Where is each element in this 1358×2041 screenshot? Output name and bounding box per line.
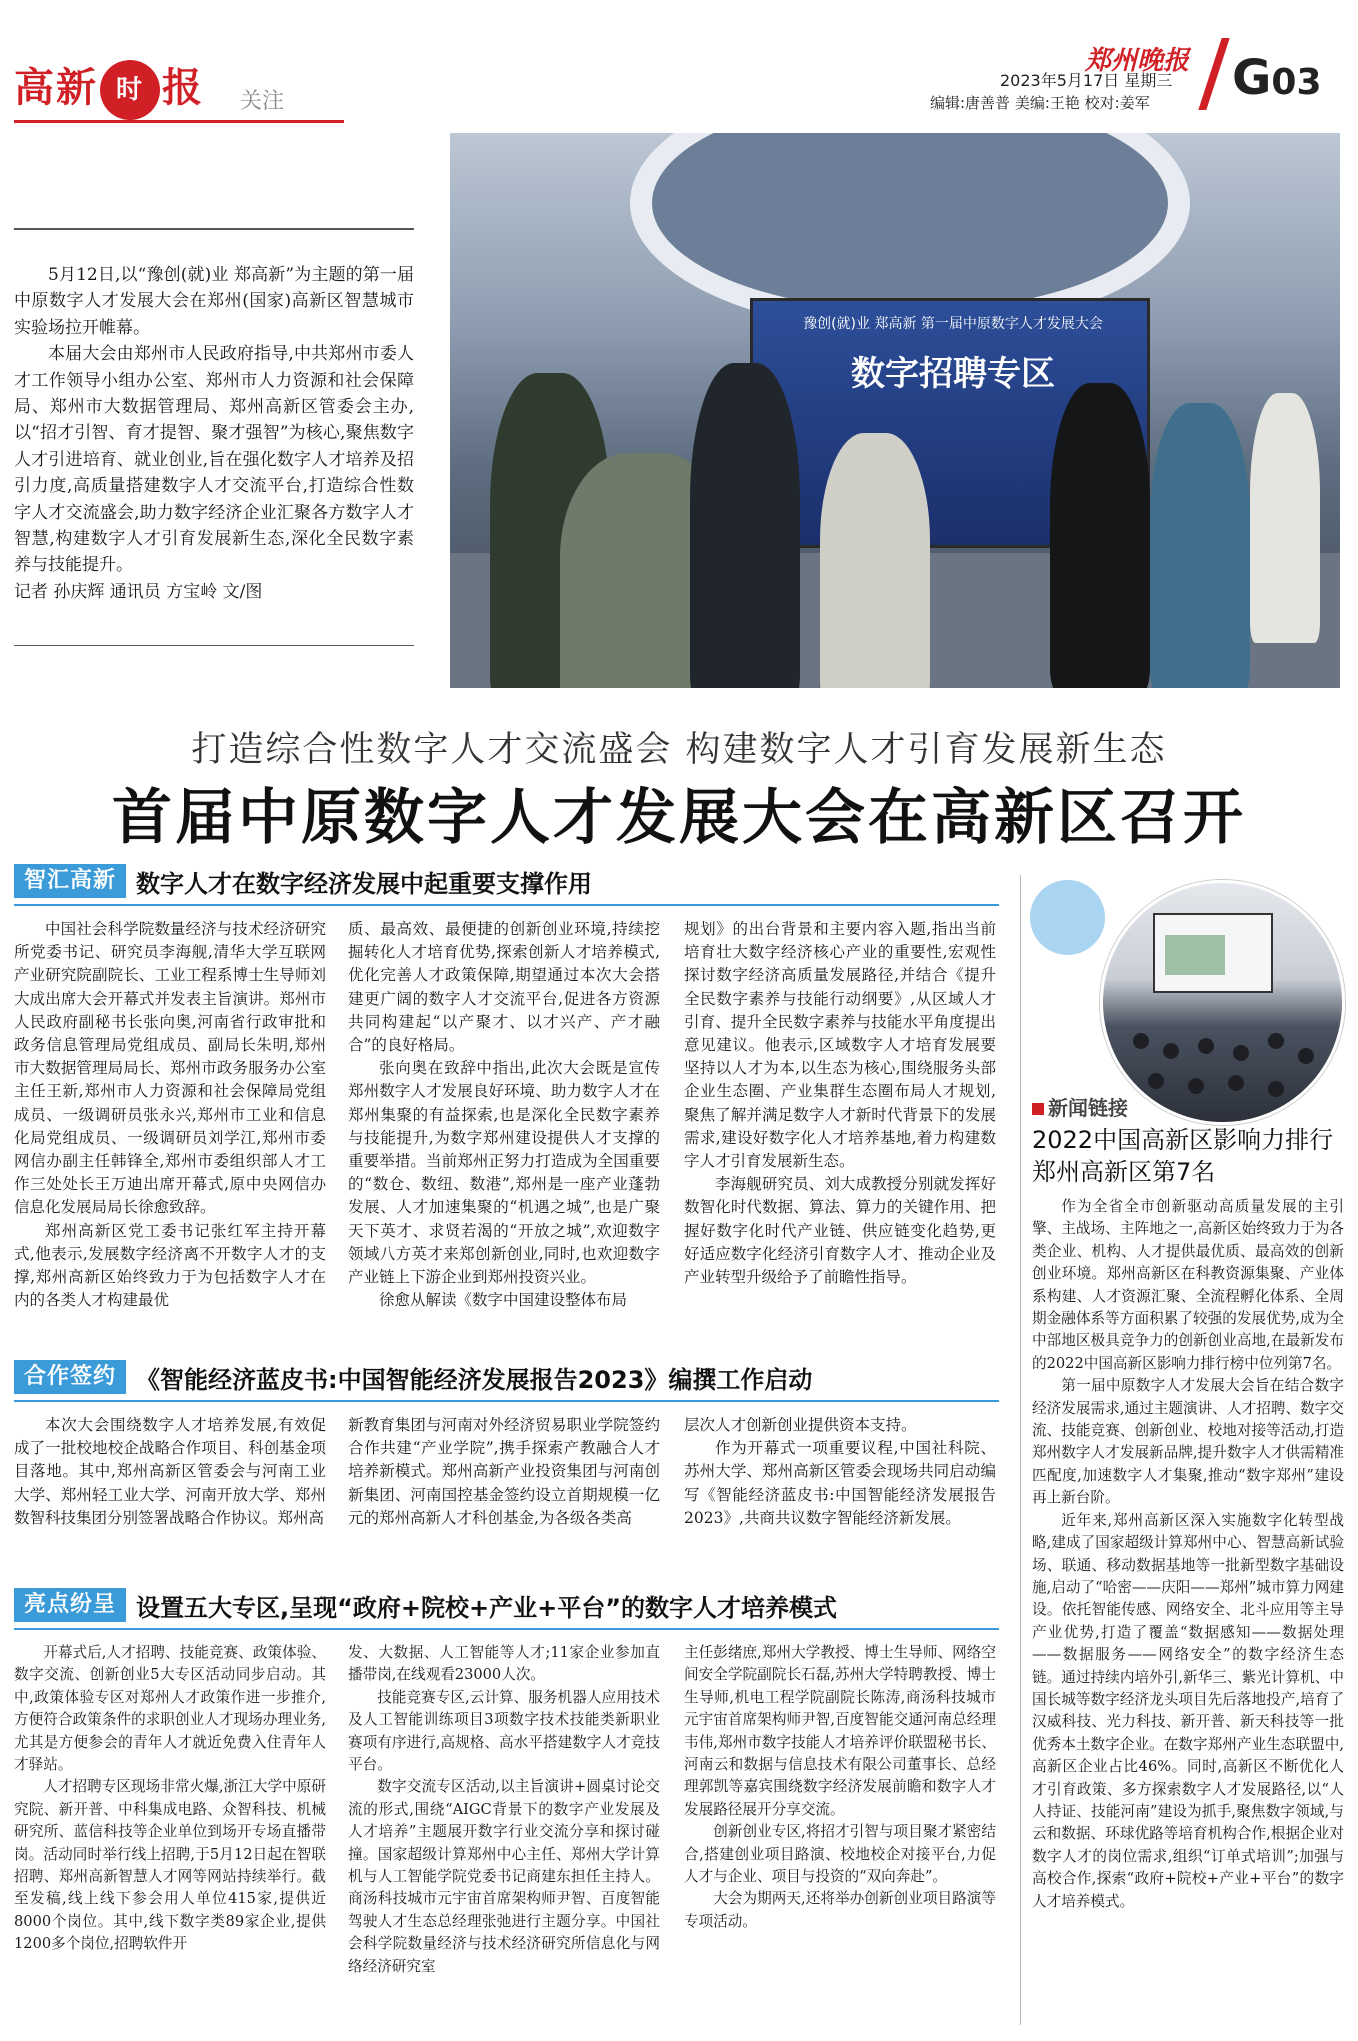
page-number: G03 [1232, 50, 1322, 106]
section-rule [14, 904, 999, 906]
paragraph: 人才招聘专区现场非常火爆,浙江大学中原研究院、新开普、中科集成电路、众智科技、机械研究所、蓝信科技等企业单位到场开专场直播带岗。活动同时举行线上招聘,于5月12日起在智联招聘、郑州高新智慧人才网等网站持续举行。截至发稿,线上线下参会用人单位415家,提供近8000个岗位。其中,线下数字类89家企业,提供1200多个岗位,招聘软件开 [14, 1778, 326, 1953]
photo-screen-title: 数字招聘专区 [851, 354, 1055, 394]
sidebar-photo-audience [1163, 1043, 1179, 1059]
byline: 记者 孙庆辉 通讯员 方宝岭 文/图 [14, 581, 263, 602]
sidebar-photo-audience [1148, 1073, 1164, 1089]
paragraph: 层次人才创新创业提供资本支持。 [684, 1416, 917, 1434]
paragraph: 规划》的出台背景和主要内容入题,指出当前培育壮大数字经济核心产业的重要性,宏观性探讨数字经济高质量发展路径,并结合《提升全民数字素养与技能行动纲要》,从区域人才引育、提升全民数字素养与技能水平角度提出意见建议。他表示,区域数字人才培育发展要坚持以人才为本,以生态为核心,围绕服务头部企业生态圈、产业集群生态圈布局人才规划,聚焦了解并满足数字人才新时代背景下的发展需求,建设好数字化人才培养基地,着力构建数字人才引育发展新生态。 [684, 920, 996, 1171]
paragraph: 李海舰研究员、刘大成教授分别就发挥好数智化时代数据、算法、算力的关键作用、把握好数字化时代产业链、供应链变化趋势,更好适应数字化经济引育数字人才、推动企业及产业转型升级给予了前瞻性指导。 [684, 1175, 996, 1287]
intro-text [14, 262, 414, 605]
red-square-icon [1032, 1103, 1044, 1115]
section-tag: 智汇高新 [14, 864, 126, 898]
paragraph: 徐愈从解读《数字中国建设整体布局 [379, 1291, 628, 1310]
paragraph: 开幕式后,人才招聘、技能竞赛、政策体验、数字交流、创新创业5大专区活动同步启动。其中,政策体验专区对郑州人才政策作进一步推介,方便符合政策条件的求职创业人才现场办理业务,尤其是方便参会的青年人才就近免费入住青年人才驿站。 [14, 1644, 326, 1774]
paragraph: 新教育集团与河南对外经济贸易职业学院签约合作共建“产业学院”,携手探索产教融合人才培养新模式。郑州高新产业投资集团与河南创新集团、河南国控基金签约设立首期规模一亿元的郑州高新人才科创基金,为各级各类高 [348, 1416, 660, 1527]
sidebar-column [1032, 1196, 1344, 1913]
article-column [348, 918, 660, 1312]
section-subtitle: 关注 [240, 89, 285, 114]
article-column [684, 1642, 996, 1933]
paragraph: 近年来,郑州高新区深入实施数字化转型战略,建成了国家超级计算郑州中心、智慧高新试验场、联通、移动数据基地等一批新型数字基础设施,启动了“哈密——庆阳——郑州”城市算力网建设。依托智能传感、网络安全、北斗应用等主导产业优势,打造了覆盖“数据感知——数据处理——数据服务——网络安全”的数字经济生态链。通过持续内培外引,新华三、紫光计算机、中国长城等数字经济龙头项目先后落地投产,培育了汉威科技、光力科技、新开普、新天科技等一批优秀本土数字企业。在数字郑州产业生态联盟中,高新区企业占比46%。同时,高新区不断优化人才引育政策、多方探索数字人才发展路径,以“人人持证、技能河南”建设为抓手,聚焦数字领域,与云和数据、环球优路等培育机构合作,根据企业对数字人才的岗位需求,组织“订单式培训”;加强与高校合作,探索“政府+院校+产业+平台”的数字人才培养模式。 [1032, 1511, 1344, 1910]
intro-top-rule [14, 228, 414, 230]
sidebar-photo-audience [1268, 1033, 1284, 1049]
issue-date: 2023年5月17日 星期三 [1000, 71, 1173, 90]
sidebar-photo-audience [1233, 1045, 1249, 1061]
news-link-label: 新闻链接 [1032, 1092, 1128, 1121]
section-rule [14, 1628, 999, 1630]
paragraph: 数字交流专区活动,以主旨演讲+圆桌讨论交流的形式,围绕“AIGC背景下的数字产业发展及人才培养”主题展开数字行业交流分享和探讨碰撞。国家超级计算郑州中心主任、郑州大学计算机与人工智能学院党委书记商建东担任主持人。商汤科技城市元宇宙首席架构师尹智、百度智能驾驶人才生态总经理张弛进行主题分享。中国社会科学院数量经济与技术经济研究所信息化与网络经济研究室 [348, 1778, 660, 1975]
paragraph: 第一届中原数字人才发展大会旨在结合数字经济发展需求,通过主题演讲、人才招聘、数字交流、技能竞赛、创新创业、校地对接等活动,打造郑州数字人才发展新品牌,提升数字人才供需精准匹配度,加速数字人才集聚,推动“数字郑州”建设再上新台阶。 [1032, 1377, 1344, 1507]
sidebar-photo-audience [1228, 1075, 1244, 1091]
newspaper-logo: 郑州晚报 [1085, 46, 1190, 76]
photo-screen-caption: 豫创(就)业 郑高新 第一届中原数字人才发展大会 [803, 316, 1103, 332]
paragraph: 郑州高新区党工委书记张红军主持开幕式,他表示,发展数字经济离不开数字人才的支撑,郑州高新区始终致力于为包括数字人才在内的各类人才构建最优 [14, 1221, 326, 1310]
article-column [684, 918, 996, 1289]
section-tag: 合作签约 [14, 1360, 126, 1394]
sidebar-headline: 2022中国高新区影响力排行郑州高新区第7名 [1032, 1126, 1334, 1186]
sidebar-photo-audience [1133, 1033, 1149, 1049]
photo-person [820, 433, 930, 688]
sidebar-photo [1100, 880, 1345, 1125]
paragraph: 中国社会科学院数量经济与技术经济研究所党委书记、研究员李海舰,清华大学互联网产业研究院副院长、工业工程系博士生导师刘大成出席大会开幕式并发表主旨演讲。郑州市人民政府副秘书长张向奥,河南省行政审批和政务信息管理局党组成员、副局长朱明,郑州市大数据管理局局长、郑州市政务服务办公室主任王新,郑州市人力资源和社会保障局党组成员、一级调研员张永兴,郑州市工业和信息化局党组成员、一级调研员刘学江,郑州市委网信办副主任韩锋全,郑州市委组织部人才工作三处处长王万迪出席开幕式,原中央网信办信息化发展局局长徐愈致辞。 [14, 920, 326, 1217]
intro-paragraph: 5月12日,以“豫创(就)业 郑高新”为主题的第一届中原数字人才发展大会在郑州(国家)高新区智慧城市实验场拉开帷幕。 [14, 265, 414, 338]
paragraph: 大会为期两天,还将举办创新创业项目路演等专项活动。 [684, 1890, 996, 1930]
section-header-1 [14, 864, 592, 898]
section-title: 数字人才在数字经济发展中起重要支撑作用 [136, 869, 593, 898]
article-column [14, 1414, 326, 1530]
editor-credits: 编辑:唐善普 美编:王艳 校对:姜军 [930, 94, 1150, 112]
section-logo: 高新 时 报 [14, 56, 204, 120]
article-column [348, 1642, 660, 1978]
sidebar-photo-audience [1268, 1081, 1284, 1097]
paragraph: 技能竞赛专区,云计算、服务机器人应用技术及人工智能训练项目3项数字技术技能类新职业赛项有序进行,高规格、高水平搭建数字人才竞技平台。 [348, 1688, 660, 1774]
section-title: 《智能经济蓝皮书:中国智能经济发展报告2023》编撰工作启动 [136, 1365, 813, 1394]
paragraph: 主任彭绪庶,郑州大学教授、博士生导师、网络空间安全学院副院长石磊,苏州大学特聘教授、博士生导师,机电工程学院副院长陈涛,商汤科技城市元宇宙首席架构师尹智,百度智能交通河南总经理韦伟,郑州市数字技能人才培养评价联盟秘书长、河南云和数据与信息技术有限公司董事长、总经理郭凯等嘉宾围绕数字经济发展前瞻和数字人才发展路径展开分享交流。 [684, 1644, 996, 1818]
intro-paragraph: 本届大会由郑州市人民政府指导,中共郑州市委人才工作领导小组办公室、郑州市人力资源和社会保障局、郑州市大数据管理局、郑州高新区管委会主办,以“招才引智、育才提智、聚才强智”为核心,聚焦数字人才引进培育、就业创业,旨在强化数字人才培养及招引力度,高质量搭建数字人才交流平台,打造综合性数字人才交流盛会,助力数字经济企业汇聚各方数字人才智慧,构建数字人才引育发展新生态,深化全民数字素养与技能提升。 [14, 344, 414, 576]
paragraph: 本次大会围绕数字人才培养发展,有效促成了一批校地校企战略合作项目、科创基金项目落地。其中,郑州高新区管委会与河南工业大学、郑州轻工业大学、河南开放大学、郑州数智科技集团分别签署战略合作协议。郑州高 [14, 1416, 326, 1527]
section-rule [14, 1400, 999, 1402]
paragraph: 张向奥在致辞中指出,此次大会既是宣传郑州数字人才发展良好环境、助力数字人才在郑州集聚的有益探索,也是深化全民数字素养与技能提升,为数字郑州建设提供人才支撑的重要举措。当前郑州正努力打造成为全国重要的“数仓、数纽、数港”,郑州是一座产业蓬勃发展、人才加速集聚的“机遇之城”,也是广聚天下英才、求贤若渴的“开放之城”,欢迎数字领域八方英才来郑创新创业,同时,也欢迎数字产业链上下游企业到郑州投资兴业。 [348, 1059, 660, 1287]
sidebar-photo-audience [1298, 1048, 1314, 1064]
sidebar-divider [1020, 875, 1021, 2025]
photo-person [1250, 393, 1320, 643]
article-column [14, 918, 326, 1312]
section-header-2 [14, 1360, 812, 1394]
subheadline: 打造综合性数字人才交流盛会 构建数字人才引育发展新生态 [191, 730, 1167, 770]
photo-person [1050, 383, 1150, 688]
decorative-bubble [1030, 880, 1105, 955]
sidebar-photo-audience [1188, 1078, 1204, 1094]
sidebar-photo-slide [1165, 935, 1225, 975]
section-title: 设置五大专区,呈现“政府+院校+产业+平台”的数字人才培养模式 [136, 1593, 838, 1622]
photo-person [1150, 403, 1250, 688]
header-rule [14, 120, 344, 123]
paragraph: 发、大数据、人工智能等人才;11家企业参加直播带岗,在线观看23000人次。 [348, 1644, 660, 1684]
section-tag: 亮点纷呈 [14, 1588, 126, 1622]
article-column [348, 1414, 660, 1530]
photo-person [690, 363, 800, 688]
article-column [684, 1414, 996, 1530]
main-headline: 首届中原数字人才发展大会在高新区召开 [112, 783, 1246, 853]
article-column [14, 1642, 326, 1956]
page-slash-mark [1198, 38, 1229, 110]
intro-bottom-rule [14, 645, 414, 646]
section-logo-circle: 时 [100, 60, 160, 120]
paragraph: 作为开幕式一项重要议程,中国社科院、苏州大学、郑州高新区管委会现场共同启动编写《智能经济蓝皮书:中国智能经济发展报告2023》,共商共议数字智能经济新发展。 [684, 1439, 996, 1527]
paragraph: 作为全省全市创新驱动高质量发展的主引擎、主战场、主阵地之一,高新区始终致力于为各类企业、机构、人才提供最优质、最高效的创新创业环境。郑州高新区在科教资源集聚、产业体系构建、人才资源汇聚、全流程孵化体系、全周期金融体系等方面积累了较强的发展优势,成为全中部地区极具竞争力的创新创业高地,在最新发布的2022中国高新区影响力排行榜中位列第7名。 [1032, 1198, 1344, 1372]
sidebar-photo-screen [1153, 913, 1273, 993]
paragraph: 质、最高效、最便捷的创新创业环境,持续挖掘转化人才培育优势,探索创新人才培养模式,优化完善人才政策保障,期望通过本次大会搭建更广阔的数字人才交流平台,促进各方资源共同构建起“以产聚才、以才兴产、产才融合”的良好格局。 [348, 920, 660, 1055]
section-header-3 [14, 1588, 837, 1622]
paragraph: 创新创业专区,将招才引智与项目聚才紧密结合,搭建创业项目路演、校地校企对接平台,力促人才与企业、项目与投资的“双向奔赴”。 [684, 1823, 996, 1886]
sidebar-photo-audience [1198, 1038, 1214, 1054]
event-photo [450, 133, 1340, 688]
